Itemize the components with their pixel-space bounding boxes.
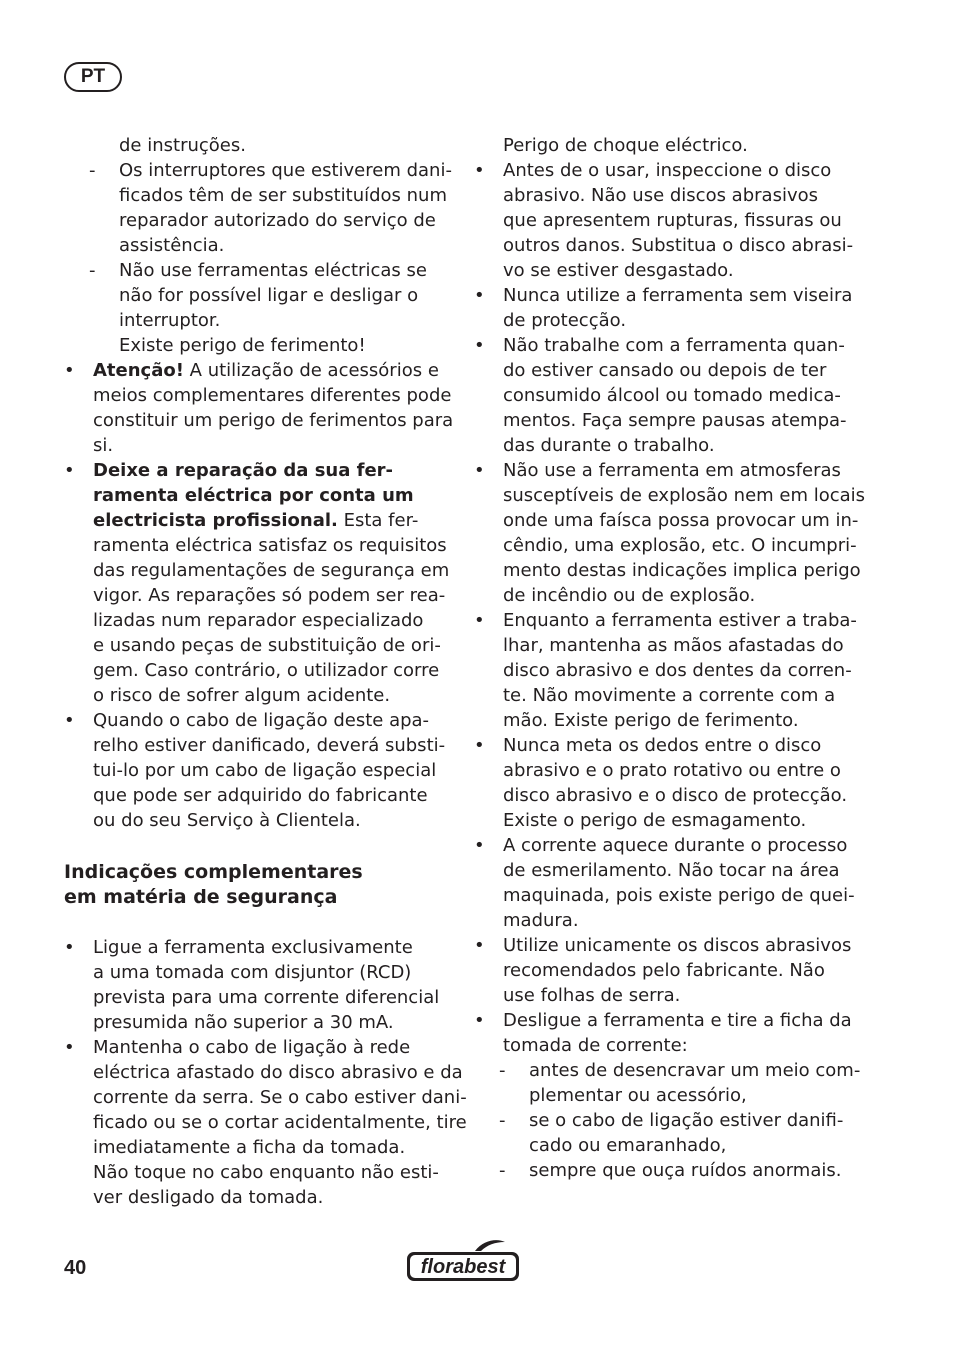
- bullet-list-item: [474, 733, 864, 833]
- bullet-list-item: [64, 358, 454, 458]
- text-line: • A corrente aquece durante o processo: [503, 835, 848, 856]
- list-item-continuation: [64, 133, 454, 158]
- bullet-list-item: [474, 608, 864, 733]
- text-line: corrente da serra. Se o cabo estiver dani-: [93, 1087, 467, 1108]
- bullet-list-item: [64, 935, 454, 1035]
- text-line: • Quando o cabo de ligação deste apa-: [93, 710, 430, 731]
- text-line: [93, 508, 454, 533]
- text-line: vo se estiver desgastado.: [503, 260, 734, 281]
- text-line: maquinada, pois existe perigo de quei-: [503, 885, 855, 906]
- text-line: o risco de sofrer algum acidente.: [93, 685, 391, 706]
- text-line: vigor. As reparações só podem ser rea-: [93, 585, 446, 606]
- text-line: de incêndio ou de explosão.: [503, 585, 756, 606]
- text-line: das regulamentações de segurança em: [93, 560, 450, 581]
- text-line: ou do seu Serviço à Clientela.: [93, 810, 361, 831]
- text-line: não for possível ligar e desligar o: [119, 285, 419, 306]
- section-heading: [64, 860, 454, 910]
- dash-list-item: [474, 1158, 864, 1183]
- bullet-list-item: [474, 158, 864, 283]
- text-line: mentos. Faça sempre pausas atempa-: [503, 410, 847, 431]
- text-line: cêndio, uma explosão, etc. O incumpri-: [503, 535, 857, 556]
- text-line: mento destas indicações implica perigo: [503, 560, 861, 581]
- bold-text-line: • Deixe a reparação da sua fer-: [93, 460, 394, 481]
- florabest-logo: [405, 1238, 521, 1284]
- text-line: lizadas num reparador especializado: [93, 610, 424, 631]
- text-line: Perigo de choque eléctrico.: [503, 135, 748, 156]
- text-line: cado ou emaranhado,: [529, 1135, 727, 1156]
- text-line: si.: [93, 435, 114, 456]
- text-line: disco abrasivo e o disco de protecção.: [503, 785, 848, 806]
- bullet-list-item: [64, 458, 454, 708]
- bullet-list-item: [474, 1008, 864, 1058]
- text-line: • Antes de o usar, inspeccione o disco: [503, 160, 832, 181]
- heading-line: Indicações complementares: [64, 861, 363, 883]
- text-line: tui-lo por um cabo de ligação especial: [93, 760, 437, 781]
- text-line: disco abrasivo e dos dentes da corren-: [503, 660, 852, 681]
- text-line: ficados têm de ser substituídos num: [119, 185, 447, 206]
- text-line: • Desligue a ferramenta e tire a ficha da: [503, 1010, 852, 1031]
- text-line: que pode ser adquirido do fabricante: [93, 785, 428, 806]
- text-line: • Nunca utilize a ferramenta sem viseira: [503, 285, 853, 306]
- text-line: assistência.: [119, 235, 225, 256]
- text-line: outros danos. Substitua o disco abrasi-: [503, 235, 854, 256]
- text-line: lhar, mantenha as mãos afastadas do: [503, 635, 844, 656]
- text-line: presumida não superior a 30 mA.: [93, 1012, 394, 1033]
- text-line: de instruções.: [119, 135, 246, 156]
- text-line: prevista para uma corrente diferencial: [93, 987, 440, 1008]
- text-line: onde uma faísca possa provocar um in-: [503, 510, 859, 531]
- bold-text: Atenção!: [93, 360, 184, 381]
- text-line: tomada de corrente:: [503, 1035, 688, 1056]
- language-label: PT: [80, 66, 106, 87]
- text-line: meios complementares diferentes pode: [93, 385, 452, 406]
- text-line: • Ligue a ferramenta exclusivamente: [93, 937, 413, 958]
- svg-text:florabest: florabest: [420, 1256, 506, 1278]
- dash-list-item: [474, 1058, 864, 1108]
- text-line: use folhas de serra.: [503, 985, 681, 1006]
- text-line: • Mantenha o cabo de ligação à rede: [93, 1037, 411, 1058]
- bullet-list-item: [474, 933, 864, 1008]
- text-line: madura.: [503, 910, 579, 931]
- bullet-list-item: [64, 1035, 467, 1210]
- text-line: Existe o perigo de esmagamento.: [503, 810, 807, 831]
- left-column: [64, 133, 467, 1210]
- text-line: das durante o trabalho.: [503, 435, 715, 456]
- bullet-list-item: [474, 833, 864, 933]
- bullet-list-item: [474, 283, 864, 333]
- text-line: imediatamente a ficha da tomada.: [93, 1137, 406, 1158]
- text-line: ramenta eléctrica satisfaz os requisitos: [93, 535, 447, 556]
- page-number: 40: [64, 1257, 87, 1279]
- bold-text: electricista profissional.: [93, 510, 338, 531]
- dash-list-item: [64, 258, 454, 358]
- text-line: • Nunca meta os dedos entre o disco: [503, 735, 822, 756]
- text-span: Esta fer-: [337, 510, 419, 531]
- bullet-list-item: [474, 458, 864, 608]
- text-line: e usando peças de substituição de ori-: [93, 635, 441, 656]
- language-badge: [64, 62, 122, 92]
- bullet-list-item: [474, 333, 864, 458]
- dash-list-item: [474, 1108, 864, 1158]
- text-line: - Os interruptores que estiverem dani-: [119, 160, 452, 181]
- text-line: - se o cabo de ligação estiver danifi-: [529, 1110, 844, 1131]
- text-line: • Utilize unicamente os discos abrasivos: [503, 935, 852, 956]
- dash-list-item: [64, 158, 454, 258]
- text-line: reparador autorizado do serviço de: [119, 210, 436, 231]
- text-line: de esmerilamento. Não tocar na área: [503, 860, 840, 881]
- text-line: gem. Caso contrário, o utilizador corre: [93, 660, 440, 681]
- text-line: • Enquanto a ferramenta estiver a traba-: [503, 610, 857, 631]
- text-line: ver desligado da tomada.: [93, 1187, 324, 1208]
- text-line: que apresentem rupturas, fissuras ou: [503, 210, 842, 231]
- text-line: relho estiver danificado, deverá substi-: [93, 735, 446, 756]
- text-line: consumido álcool ou tomado medica-: [503, 385, 841, 406]
- text-line: recomendados pelo fabricante. Não: [503, 960, 825, 981]
- text-line: do estiver cansado ou depois de ter: [503, 360, 827, 381]
- right-column: [474, 133, 864, 1183]
- text-line: constituir um perigo de ferimentos para: [93, 410, 454, 431]
- text-line: - Não use ferramentas eléctricas se: [119, 260, 427, 281]
- text-line: Não toque no cabo enquanto não esti-: [93, 1162, 439, 1183]
- text-line: ficado ou se o cortar acidentalmente, tire: [93, 1112, 467, 1133]
- text-line: te. Não movimente a corrente com a: [503, 685, 836, 706]
- text-line: [93, 358, 454, 383]
- bullet-list-item: [64, 708, 454, 833]
- text-line: - antes de desencravar um meio com-: [529, 1060, 861, 1081]
- text-line: mão. Existe perigo de ferimento.: [503, 710, 799, 731]
- text-line: Existe perigo de ferimento!: [119, 335, 366, 356]
- text-line: - sempre que ouça ruídos anormais.: [529, 1160, 842, 1181]
- heading-line: em matéria de segurança: [64, 886, 338, 908]
- text-line: interruptor.: [119, 310, 221, 331]
- text-line: susceptíveis de explosão nem em locais: [503, 485, 866, 506]
- text-line: • Não trabalhe com a ferramenta quan-: [503, 335, 845, 356]
- text-line: plementar ou acessório,: [529, 1085, 747, 1106]
- text-line: • Não use a ferramenta em atmosferas: [503, 460, 841, 481]
- text-line: de protecção.: [503, 310, 627, 331]
- text-line: abrasivo. Não use discos abrasivos: [503, 185, 818, 206]
- text-line: a uma tomada com disjuntor (RCD): [93, 962, 412, 983]
- text-line: abrasivo e o prato rotativo ou entre o: [503, 760, 841, 781]
- bold-text-line: ramenta eléctrica por conta um: [93, 485, 414, 506]
- text-span: A utilização de acessórios e: [183, 360, 439, 381]
- list-item-continuation: [474, 133, 864, 158]
- text-line: eléctrica afastado do disco abrasivo e da: [93, 1062, 463, 1083]
